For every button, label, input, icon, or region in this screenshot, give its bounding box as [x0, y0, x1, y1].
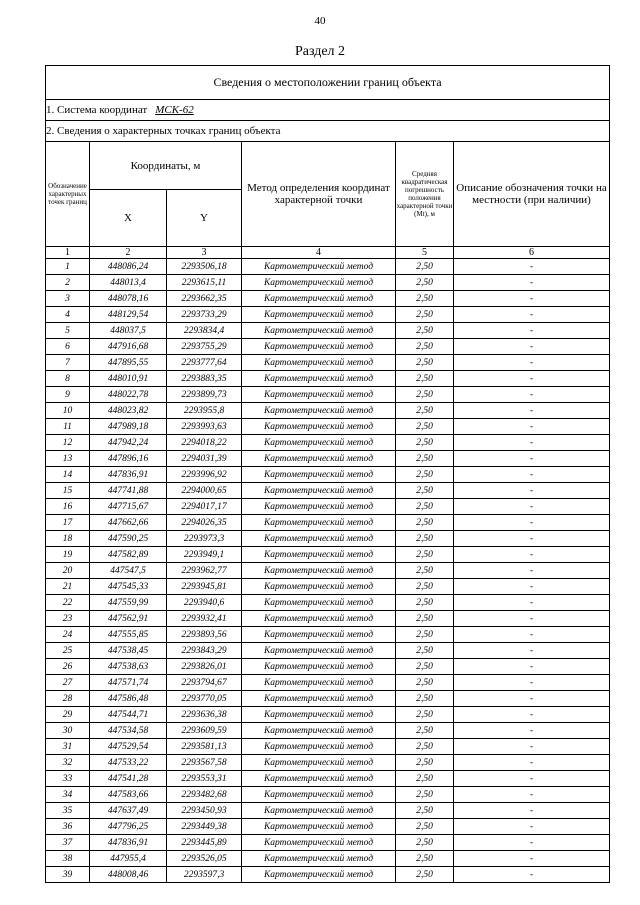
cell-x-coordinate: 447559,99	[90, 595, 167, 611]
cell-description: -	[454, 499, 610, 515]
table-row	[46, 771, 610, 787]
coord-system-row	[46, 100, 610, 121]
cell-description: -	[454, 691, 610, 707]
cell-description: -	[454, 739, 610, 755]
table-row	[46, 387, 610, 403]
cell-x-coordinate: 447541,28	[90, 771, 167, 787]
cell-point-number: 17	[46, 515, 90, 531]
cell-method: Картометрический метод	[242, 275, 396, 291]
cell-method: Картометрический метод	[242, 291, 396, 307]
cell-description: -	[454, 643, 610, 659]
cell-method: Картометрический метод	[242, 755, 396, 771]
cell-method: Картометрический метод	[242, 371, 396, 387]
header-description: Описание обозначения точки на местности (при наличии)	[454, 142, 610, 247]
cell-y-coordinate: 2293553,31	[167, 771, 242, 787]
cell-y-coordinate: 2293482,68	[167, 787, 242, 803]
cell-method: Картометрический метод	[242, 563, 396, 579]
cell-accuracy: 2,50	[396, 339, 454, 355]
cell-description: -	[454, 531, 610, 547]
cell-accuracy: 2,50	[396, 691, 454, 707]
cell-point-number: 22	[46, 595, 90, 611]
cell-x-coordinate: 448010,91	[90, 371, 167, 387]
cell-point-number: 30	[46, 723, 90, 739]
cell-accuracy: 2,50	[396, 531, 454, 547]
page-number: 40	[314, 15, 326, 27]
cell-method: Картометрический метод	[242, 435, 396, 451]
cell-y-coordinate: 2293733,29	[167, 307, 242, 323]
table-row	[46, 611, 610, 627]
cell-description: -	[454, 355, 610, 371]
header-accuracy: Средняя квадратическая погрешность положения характерной точки (Mt), м	[396, 142, 454, 247]
cell-method: Картометрический метод	[242, 851, 396, 867]
cell-accuracy: 2,50	[396, 771, 454, 787]
cell-point-number: 26	[46, 659, 90, 675]
table-row	[46, 691, 610, 707]
cell-point-number: 35	[46, 803, 90, 819]
table-row	[46, 643, 610, 659]
cell-point-number: 3	[46, 291, 90, 307]
table-row	[46, 547, 610, 563]
cell-point-number: 21	[46, 579, 90, 595]
cell-accuracy: 2,50	[396, 659, 454, 675]
cell-description: -	[454, 771, 610, 787]
cell-description: -	[454, 723, 610, 739]
coord-system-label: 1. Система координат	[46, 104, 148, 116]
header-point-designation: Обозначение характерных точек границ	[46, 142, 90, 247]
cell-method: Картометрический метод	[242, 723, 396, 739]
column-number: 3	[167, 247, 242, 259]
cell-accuracy: 2,50	[396, 755, 454, 771]
cell-x-coordinate: 447796,25	[90, 819, 167, 835]
cell-y-coordinate: 2293567,58	[167, 755, 242, 771]
cell-accuracy: 2,50	[396, 579, 454, 595]
table-row	[46, 435, 610, 451]
cell-accuracy: 2,50	[396, 819, 454, 835]
cell-x-coordinate: 447555,85	[90, 627, 167, 643]
cell-x-coordinate: 447533,22	[90, 755, 167, 771]
cell-y-coordinate: 2293899,73	[167, 387, 242, 403]
cell-x-coordinate: 447586,48	[90, 691, 167, 707]
cell-point-number: 39	[46, 867, 90, 883]
cell-point-number: 36	[46, 819, 90, 835]
cell-point-number: 7	[46, 355, 90, 371]
cell-description: -	[454, 419, 610, 435]
cell-y-coordinate: 2294031,39	[167, 451, 242, 467]
header-method: Метод определения координат характерной точки	[242, 142, 396, 247]
cell-accuracy: 2,50	[396, 803, 454, 819]
cell-point-number: 16	[46, 499, 90, 515]
cell-method: Картометрический метод	[242, 707, 396, 723]
cell-y-coordinate: 2293834,4	[167, 323, 242, 339]
cell-method: Картометрический метод	[242, 691, 396, 707]
cell-x-coordinate: 448022,78	[90, 387, 167, 403]
cell-accuracy: 2,50	[396, 467, 454, 483]
cell-method: Картометрический метод	[242, 387, 396, 403]
cell-accuracy: 2,50	[396, 739, 454, 755]
cell-description: -	[454, 307, 610, 323]
cell-method: Картометрический метод	[242, 499, 396, 515]
table-row	[46, 819, 610, 835]
boundary-points-table	[45, 65, 610, 883]
cell-y-coordinate: 2293777,64	[167, 355, 242, 371]
cell-y-coordinate: 2293597,3	[167, 867, 242, 883]
cell-point-number: 8	[46, 371, 90, 387]
cell-accuracy: 2,50	[396, 787, 454, 803]
cell-accuracy: 2,50	[396, 291, 454, 307]
cell-description: -	[454, 851, 610, 867]
cell-description: -	[454, 275, 610, 291]
table-row	[46, 739, 610, 755]
cell-y-coordinate: 2293945,81	[167, 579, 242, 595]
cell-point-number: 32	[46, 755, 90, 771]
cell-x-coordinate: 448129,54	[90, 307, 167, 323]
cell-description: -	[454, 371, 610, 387]
cell-y-coordinate: 2293932,41	[167, 611, 242, 627]
cell-method: Картометрический метод	[242, 675, 396, 691]
cell-accuracy: 2,50	[396, 483, 454, 499]
cell-method: Картометрический метод	[242, 739, 396, 755]
cell-x-coordinate: 447989,18	[90, 419, 167, 435]
cell-point-number: 1	[46, 259, 90, 275]
cell-description: -	[454, 483, 610, 499]
cell-x-coordinate: 447590,25	[90, 531, 167, 547]
cell-method: Картометрический метод	[242, 595, 396, 611]
cell-y-coordinate: 2293770,05	[167, 691, 242, 707]
cell-accuracy: 2,50	[396, 723, 454, 739]
cell-y-coordinate: 2293615,11	[167, 275, 242, 291]
cell-description: -	[454, 707, 610, 723]
cell-method: Картометрический метод	[242, 451, 396, 467]
cell-x-coordinate: 448037,5	[90, 323, 167, 339]
cell-y-coordinate: 2293609,59	[167, 723, 242, 739]
table-row	[46, 323, 610, 339]
cell-point-number: 27	[46, 675, 90, 691]
cell-x-coordinate: 447562,91	[90, 611, 167, 627]
cell-method: Картометрический метод	[242, 307, 396, 323]
cell-point-number: 6	[46, 339, 90, 355]
cell-point-number: 4	[46, 307, 90, 323]
cell-accuracy: 2,50	[396, 387, 454, 403]
cell-point-number: 37	[46, 835, 90, 851]
cell-accuracy: 2,50	[396, 547, 454, 563]
cell-x-coordinate: 447955,4	[90, 851, 167, 867]
cell-x-coordinate: 447916,68	[90, 339, 167, 355]
cell-x-coordinate: 447545,33	[90, 579, 167, 595]
cell-point-number: 38	[46, 851, 90, 867]
table-row	[46, 451, 610, 467]
column-number: 6	[454, 247, 610, 259]
cell-y-coordinate: 2293526,05	[167, 851, 242, 867]
cell-description: -	[454, 435, 610, 451]
cell-description: -	[454, 627, 610, 643]
cell-point-number: 5	[46, 323, 90, 339]
cell-description: -	[454, 659, 610, 675]
cell-point-number: 24	[46, 627, 90, 643]
cell-y-coordinate: 2293973,3	[167, 531, 242, 547]
cell-description: -	[454, 867, 610, 883]
cell-x-coordinate: 447534,58	[90, 723, 167, 739]
cell-y-coordinate: 2293755,29	[167, 339, 242, 355]
cell-point-number: 2	[46, 275, 90, 291]
cell-description: -	[454, 819, 610, 835]
cell-method: Картометрический метод	[242, 419, 396, 435]
cell-method: Картометрический метод	[242, 531, 396, 547]
cell-point-number: 15	[46, 483, 90, 499]
cell-point-number: 29	[46, 707, 90, 723]
table-row	[46, 707, 610, 723]
cell-point-number: 25	[46, 643, 90, 659]
cell-x-coordinate: 447836,91	[90, 467, 167, 483]
cell-y-coordinate: 2293949,1	[167, 547, 242, 563]
cell-accuracy: 2,50	[396, 323, 454, 339]
cell-y-coordinate: 2293843,29	[167, 643, 242, 659]
table-row	[46, 835, 610, 851]
table-row	[46, 755, 610, 771]
cell-x-coordinate: 447547,5	[90, 563, 167, 579]
cell-accuracy: 2,50	[396, 643, 454, 659]
table-row	[46, 419, 610, 435]
table-row	[46, 675, 610, 691]
cell-method: Картометрический метод	[242, 339, 396, 355]
header-x: X	[90, 190, 167, 247]
cell-method: Картометрический метод	[242, 771, 396, 787]
cell-y-coordinate: 2293662,35	[167, 291, 242, 307]
table-row	[46, 627, 610, 643]
table-row	[46, 467, 610, 483]
column-number: 5	[396, 247, 454, 259]
cell-point-number: 23	[46, 611, 90, 627]
cell-point-number: 20	[46, 563, 90, 579]
header-y: Y	[167, 190, 242, 247]
cell-method: Картометрический метод	[242, 467, 396, 483]
cell-y-coordinate: 2293996,92	[167, 467, 242, 483]
cell-x-coordinate: 448078,16	[90, 291, 167, 307]
cell-x-coordinate: 447637,49	[90, 803, 167, 819]
cell-accuracy: 2,50	[396, 515, 454, 531]
cell-point-number: 13	[46, 451, 90, 467]
cell-accuracy: 2,50	[396, 371, 454, 387]
cell-y-coordinate: 2294017,17	[167, 499, 242, 515]
cell-x-coordinate: 448013,4	[90, 275, 167, 291]
table-row	[46, 531, 610, 547]
coord-system-value: МСК-62	[155, 104, 194, 116]
cell-accuracy: 2,50	[396, 307, 454, 323]
cell-description: -	[454, 579, 610, 595]
cell-method: Картометрический метод	[242, 803, 396, 819]
cell-y-coordinate: 2294018,22	[167, 435, 242, 451]
cell-description: -	[454, 803, 610, 819]
cell-description: -	[454, 451, 610, 467]
cell-method: Картометрический метод	[242, 355, 396, 371]
cell-description: -	[454, 323, 610, 339]
cell-x-coordinate: 447895,55	[90, 355, 167, 371]
cell-x-coordinate: 447942,24	[90, 435, 167, 451]
table-row	[46, 787, 610, 803]
cell-method: Картометрический метод	[242, 611, 396, 627]
cell-point-number: 12	[46, 435, 90, 451]
cell-accuracy: 2,50	[396, 435, 454, 451]
cell-description: -	[454, 611, 610, 627]
cell-y-coordinate: 2293962,77	[167, 563, 242, 579]
table-row	[46, 851, 610, 867]
table-row	[46, 259, 610, 275]
table-row	[46, 595, 610, 611]
cell-x-coordinate: 447582,89	[90, 547, 167, 563]
cell-accuracy: 2,50	[396, 851, 454, 867]
cell-method: Картометрический метод	[242, 483, 396, 499]
cell-y-coordinate: 2293893,56	[167, 627, 242, 643]
section-title: Раздел 2	[294, 44, 346, 59]
cell-y-coordinate: 2293581,13	[167, 739, 242, 755]
cell-accuracy: 2,50	[396, 451, 454, 467]
table-row	[46, 371, 610, 387]
cell-method: Картометрический метод	[242, 547, 396, 563]
table-row	[46, 579, 610, 595]
cell-accuracy: 2,50	[396, 835, 454, 851]
cell-y-coordinate: 2293794,67	[167, 675, 242, 691]
cell-y-coordinate: 2294000,65	[167, 483, 242, 499]
cell-accuracy: 2,50	[396, 419, 454, 435]
cell-method: Картометрический метод	[242, 659, 396, 675]
cell-accuracy: 2,50	[396, 675, 454, 691]
points-section-label: 2. Сведения о характерных точках границ объекта	[46, 121, 610, 142]
column-number: 2	[90, 247, 167, 259]
cell-method: Картометрический метод	[242, 819, 396, 835]
cell-y-coordinate: 2293445,89	[167, 835, 242, 851]
cell-accuracy: 2,50	[396, 259, 454, 275]
cell-y-coordinate: 2293993,63	[167, 419, 242, 435]
cell-accuracy: 2,50	[396, 595, 454, 611]
table-row	[46, 499, 610, 515]
table-row	[46, 275, 610, 291]
cell-accuracy: 2,50	[396, 627, 454, 643]
cell-method: Картометрический метод	[242, 259, 396, 275]
cell-y-coordinate: 2293883,35	[167, 371, 242, 387]
column-numbers-row	[46, 247, 610, 259]
cell-point-number: 18	[46, 531, 90, 547]
cell-point-number: 34	[46, 787, 90, 803]
cell-y-coordinate: 2293636,38	[167, 707, 242, 723]
cell-description: -	[454, 787, 610, 803]
cell-description: -	[454, 547, 610, 563]
table-row	[46, 355, 610, 371]
cell-description: -	[454, 515, 610, 531]
cell-x-coordinate: 447715,67	[90, 499, 167, 515]
cell-description: -	[454, 403, 610, 419]
cell-accuracy: 2,50	[396, 403, 454, 419]
cell-method: Картометрический метод	[242, 787, 396, 803]
table-row	[46, 723, 610, 739]
table-row	[46, 339, 610, 355]
cell-x-coordinate: 447538,45	[90, 643, 167, 659]
cell-method: Картометрический метод	[242, 403, 396, 419]
table-row	[46, 563, 610, 579]
cell-accuracy: 2,50	[396, 563, 454, 579]
table-row	[46, 867, 610, 883]
table-title: Сведения о местоположении границ объекта	[46, 66, 610, 100]
cell-x-coordinate: 448086,24	[90, 259, 167, 275]
cell-x-coordinate: 447529,54	[90, 739, 167, 755]
cell-point-number: 11	[46, 419, 90, 435]
cell-x-coordinate: 447583,66	[90, 787, 167, 803]
cell-x-coordinate: 447896,16	[90, 451, 167, 467]
cell-y-coordinate: 2293826,01	[167, 659, 242, 675]
cell-accuracy: 2,50	[396, 355, 454, 371]
table-row	[46, 515, 610, 531]
column-number: 4	[242, 247, 396, 259]
table-row	[46, 307, 610, 323]
cell-description: -	[454, 467, 610, 483]
cell-description: -	[454, 755, 610, 771]
cell-y-coordinate: 2293955,8	[167, 403, 242, 419]
cell-description: -	[454, 259, 610, 275]
cell-y-coordinate: 2293506,18	[167, 259, 242, 275]
cell-method: Картометрический метод	[242, 323, 396, 339]
cell-description: -	[454, 339, 610, 355]
cell-method: Картометрический метод	[242, 515, 396, 531]
cell-y-coordinate: 2293449,38	[167, 819, 242, 835]
cell-point-number: 19	[46, 547, 90, 563]
cell-x-coordinate: 447538,63	[90, 659, 167, 675]
header-coordinates: Координаты, м	[90, 142, 242, 190]
cell-description: -	[454, 675, 610, 691]
table-row	[46, 403, 610, 419]
table-row	[46, 803, 610, 819]
cell-method: Картометрический метод	[242, 579, 396, 595]
cell-accuracy: 2,50	[396, 867, 454, 883]
column-number: 1	[46, 247, 90, 259]
cell-x-coordinate: 448008,46	[90, 867, 167, 883]
cell-x-coordinate: 447662,66	[90, 515, 167, 531]
table-row	[46, 659, 610, 675]
table-row	[46, 483, 610, 499]
cell-point-number: 9	[46, 387, 90, 403]
cell-x-coordinate: 447836,91	[90, 835, 167, 851]
cell-method: Картометрический метод	[242, 835, 396, 851]
cell-method: Картометрический метод	[242, 867, 396, 883]
cell-point-number: 14	[46, 467, 90, 483]
cell-point-number: 28	[46, 691, 90, 707]
cell-description: -	[454, 563, 610, 579]
cell-description: -	[454, 835, 610, 851]
cell-accuracy: 2,50	[396, 611, 454, 627]
cell-point-number: 31	[46, 739, 90, 755]
cell-point-number: 10	[46, 403, 90, 419]
cell-x-coordinate: 448023,82	[90, 403, 167, 419]
cell-description: -	[454, 595, 610, 611]
cell-accuracy: 2,50	[396, 275, 454, 291]
cell-x-coordinate: 447571,74	[90, 675, 167, 691]
cell-accuracy: 2,50	[396, 707, 454, 723]
cell-description: -	[454, 291, 610, 307]
cell-method: Картометрический метод	[242, 643, 396, 659]
cell-y-coordinate: 2294026,35	[167, 515, 242, 531]
cell-description: -	[454, 387, 610, 403]
cell-accuracy: 2,50	[396, 499, 454, 515]
cell-y-coordinate: 2293940,6	[167, 595, 242, 611]
cell-method: Картометрический метод	[242, 627, 396, 643]
cell-point-number: 33	[46, 771, 90, 787]
table-row	[46, 291, 610, 307]
cell-x-coordinate: 447741,88	[90, 483, 167, 499]
cell-y-coordinate: 2293450,93	[167, 803, 242, 819]
cell-x-coordinate: 447544,71	[90, 707, 167, 723]
